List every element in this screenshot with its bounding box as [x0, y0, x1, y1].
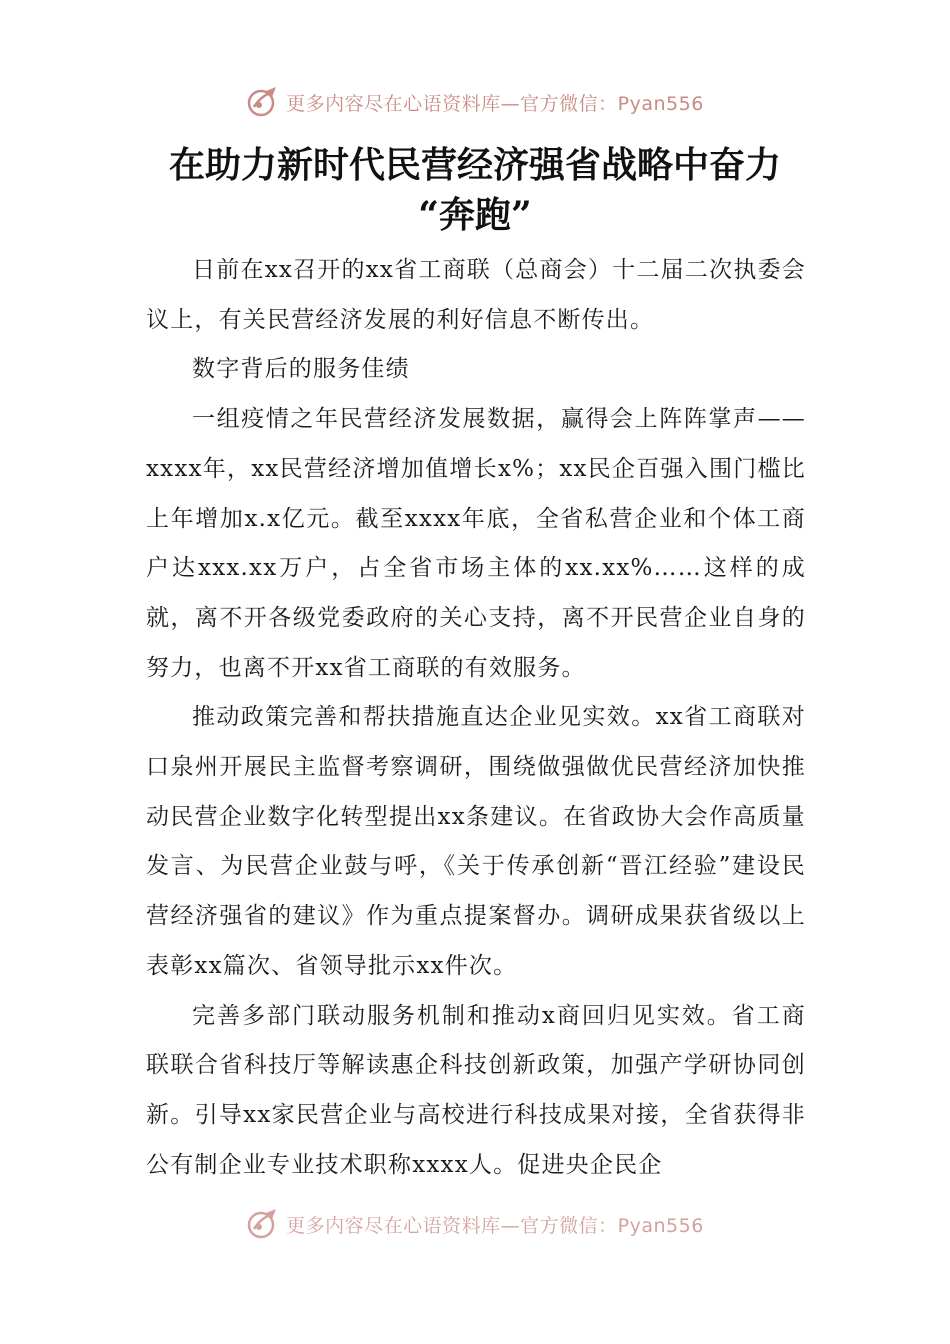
watermark-header — [0, 82, 950, 122]
paragraph-data: 一组疫情之年民营经济发展数据，赢得会上阵阵掌声——xxxx年，xx民营经济增加值增长x%；xx民企百强入围门槛比上年增加x.x亿元。截至xxxx年底，全省私营企业和个体工商户达xxx.xx万户，占全省市场主体的xx.xx%……这样的成就，离不开各级党委政府的关心支持，离不开民营企业自身的努力，也离不开xx省工商联的有效服务。 — [146, 406, 806, 681]
pen-logo-icon — [246, 1207, 280, 1241]
paragraph-mechanism: 完善多部门联动服务机制和推动x商回归见实效。省工商联联合省科技厅等解读惠企科技创新政策，加强产学研协同创新。引导xx家民营企业与高校进行科技成果对接，全省获得非公有制企业专业技术职称xxxx人。促进央企民企 — [146, 1002, 806, 1178]
paragraph-policy: 推动政策完善和帮扶措施直达企业见实效。xx省工商联对口泉州开展民主监督考察调研，围绕做强做优民营经济加快推动民营企业数字化转型提出xx条建议。在省政协大会作高质量发言、为民营企业鼓与呼，《关于传承创新“晋江经验”建设民营经济强省的建议》作为重点提案督办。调研成果获省级以上表彰xx篇次、省领导批示xx件次。 — [146, 704, 806, 979]
pen-logo-icon — [246, 85, 280, 119]
title-line-1: 在助力新时代民营经济强省战略中奋力 — [168, 144, 781, 186]
watermark-footer — [0, 1204, 950, 1244]
watermark-text: 更多内容尽在心语资料库—官方微信：Pyan556 — [286, 92, 704, 115]
section-heading: 数字背后的服务佳绩 — [192, 356, 410, 383]
paragraph-intro: 日前在xx召开的xx省工商联（总商会）十二届二次执委会议上，有关民营经济发展的利好信息不断传出。 — [146, 257, 806, 333]
document-title — [100, 140, 850, 240]
watermark-text: 更多内容尽在心语资料库—官方微信：Pyan556 — [286, 1214, 704, 1237]
title-line-2: “奔跑” — [418, 194, 532, 236]
document-body — [146, 246, 806, 1190]
